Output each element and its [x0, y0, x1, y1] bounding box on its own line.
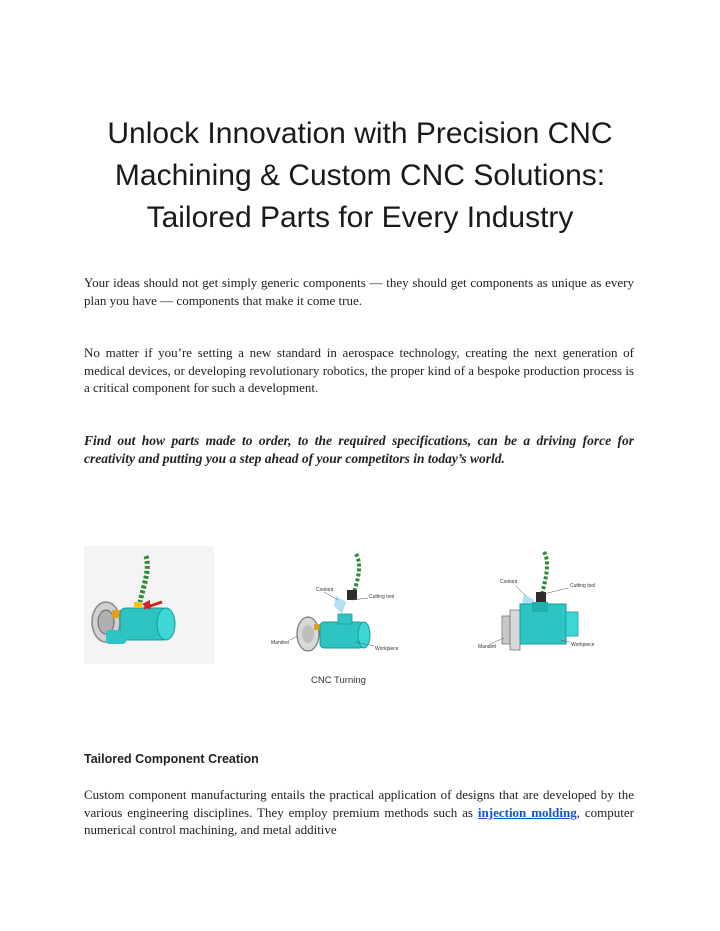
coolant-label-side: Coolant: [500, 579, 518, 585]
workpiece-label: Workpiece: [375, 646, 399, 652]
section-text-before-link: Custom component manufacturing entails the practical application of designs that are developed by the various engineering disciplines. They employ premium methods such as: [84, 787, 634, 820]
emphasis-paragraph: Find out how parts made to order, to the required specifications, can be a driving force for creativity and putting you a step ahead of your competitors in today’s world.: [84, 433, 634, 466]
cutting-tool-label-side: Cutting tool: [570, 583, 596, 589]
injection-molding-link[interactable]: injection molding: [477, 804, 577, 820]
section-text-after-link: , computer numerical control machining, and metal additive: [84, 804, 634, 837]
section-paragraph: [84, 786, 634, 839]
intro-paragraph: Your ideas should not get simply generic components — they should get components as unique as every plan you have — components that make it come true.: [84, 275, 634, 308]
cutting-tool-label: Cutting tool: [369, 594, 395, 600]
turning-diagram-side: [478, 552, 595, 650]
cnc-turning-figure: [84, 544, 644, 694]
industries-paragraph: No matter if you’re setting a new standard in aerospace technology, creating the next generation of medical devices, or developing revolutionary robotics, the proper kind of a bespoke production process is a critical component for such a development.: [84, 345, 634, 395]
section-heading: Tailored Component Creation: [84, 752, 259, 766]
turning-closeup-render: [84, 546, 214, 664]
figure-caption: CNC Turning: [311, 675, 366, 686]
coolant-label: Coolant: [316, 587, 334, 593]
workpiece-label-side: Workpiece: [571, 642, 595, 648]
turning-diagram-perspective: [271, 554, 399, 652]
mandrel-label-side: Mandrel: [478, 644, 497, 650]
mandrel-label: Mandrel: [271, 640, 290, 646]
cnc-turning-illustration: [84, 544, 644, 694]
page-title: Unlock Innovation with Precision CNC Machining & Custom CNC Solutions: Tailored Parts for Every Industry: [107, 117, 613, 234]
